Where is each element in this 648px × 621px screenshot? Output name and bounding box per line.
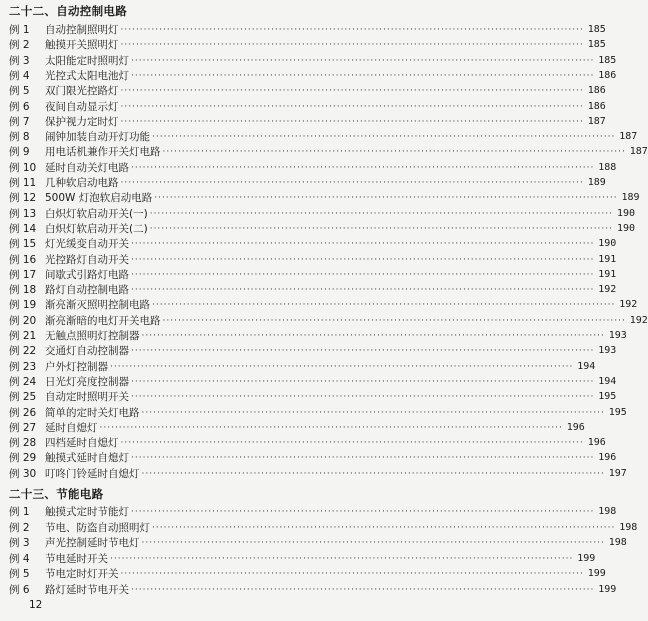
entry-number: 例 5 bbox=[9, 85, 30, 98]
entry-title: 路灯延时节电开关 bbox=[45, 584, 129, 596]
entry-page: 193 bbox=[608, 330, 627, 341]
entry-title: 白炽灯软启动开关(一) bbox=[45, 207, 148, 220]
entry-page: 195 bbox=[598, 391, 617, 403]
entry-number: 例 10 bbox=[9, 161, 37, 174]
entry-number: 例 4 bbox=[9, 552, 30, 565]
entry-title: 双门限光控路灯 bbox=[45, 85, 119, 98]
dot-leader: ························································································································ bbox=[131, 285, 595, 296]
entry-page: 192 bbox=[619, 299, 638, 311]
dot-leader: ························································································································ bbox=[131, 70, 595, 81]
entry-title: 夜间自动显示灯 bbox=[45, 100, 119, 113]
dot-leader: ························································································································ bbox=[120, 569, 584, 580]
entry-page: 190 bbox=[598, 238, 617, 250]
dot-leader: ························································································································ bbox=[162, 147, 626, 158]
entry-number: 例 26 bbox=[9, 406, 37, 419]
dot-leader: ························································································································ bbox=[152, 522, 616, 533]
dot-leader: ························································································································ bbox=[141, 407, 605, 418]
dot-leader: ························································································································ bbox=[120, 116, 584, 127]
entry-title: 声光控制延时节电灯 bbox=[45, 537, 140, 550]
dot-leader: ························································································································ bbox=[131, 55, 595, 66]
entry-title: 几种软启动电路 bbox=[45, 177, 119, 189]
entry-page: 189 bbox=[587, 177, 606, 188]
toc-entry[interactable] bbox=[9, 465, 627, 483]
dot-leader: ························································································································ bbox=[120, 438, 584, 449]
entry-page: 187 bbox=[619, 131, 638, 143]
toc-entry[interactable] bbox=[9, 581, 617, 599]
entry-number: 例 4 bbox=[9, 69, 30, 82]
entry-page: 187 bbox=[629, 146, 648, 158]
dot-leader: ························································································································ bbox=[110, 361, 574, 372]
entry-number: 例 17 bbox=[9, 268, 37, 281]
entry-title: 四档延时自熄灯 bbox=[45, 437, 119, 450]
entry-page: 189 bbox=[621, 192, 640, 204]
dot-leader: ························································································································ bbox=[110, 553, 574, 564]
entry-number: 例 6 bbox=[9, 584, 30, 596]
entry-page: 199 bbox=[577, 552, 596, 564]
section-title: 二十三、节能电路 bbox=[9, 487, 104, 501]
dot-leader: ························································································································ bbox=[154, 193, 618, 204]
entry-number: 例 11 bbox=[9, 177, 37, 189]
entry-number: 例 2 bbox=[9, 521, 30, 534]
entry-number: 例 6 bbox=[9, 100, 30, 113]
entry-title: 无触点照明灯控制器 bbox=[45, 330, 140, 342]
entry-page: 194 bbox=[577, 360, 596, 372]
entry-number: 例 1 bbox=[9, 506, 30, 518]
entry-title: 延时自动关灯电路 bbox=[45, 161, 129, 174]
dot-leader: ························································································································ bbox=[141, 468, 605, 479]
dot-leader: ························································································································ bbox=[120, 25, 584, 35]
entry-number: 例 3 bbox=[9, 54, 30, 67]
entry-number: 例 28 bbox=[9, 437, 37, 450]
entry-page: 187 bbox=[587, 115, 606, 127]
entry-page: 191 bbox=[598, 268, 617, 280]
entry-page: 196 bbox=[587, 437, 606, 449]
dot-leader: ························································································································ bbox=[120, 40, 584, 51]
dot-leader: ························································································································ bbox=[131, 453, 595, 464]
dot-leader: ························································································································ bbox=[131, 162, 595, 173]
entry-page: 193 bbox=[598, 345, 617, 357]
entry-title: 交通灯自动控制器 bbox=[45, 345, 129, 358]
dot-leader: ························································································································ bbox=[99, 422, 563, 433]
entry-title: 灯光缓变自动开关 bbox=[45, 238, 129, 251]
entry-title: 自动定时照明开关 bbox=[45, 391, 129, 404]
entry-number: 例 25 bbox=[9, 391, 37, 404]
entry-number: 例 18 bbox=[9, 284, 37, 297]
entry-page: 199 bbox=[587, 568, 606, 580]
section-title: 二十二、自动控制电路 bbox=[9, 4, 127, 18]
entry-page: 186 bbox=[587, 85, 606, 97]
entry-number: 例 19 bbox=[9, 299, 37, 312]
entry-number: 例 24 bbox=[9, 375, 37, 388]
entry-title: 简单的定时关灯电路 bbox=[45, 406, 140, 419]
entry-title: 路灯自动控制电路 bbox=[45, 284, 129, 297]
dot-leader: ························································································································ bbox=[120, 101, 584, 112]
dot-leader: ························································································································ bbox=[152, 132, 616, 143]
dot-leader: ························································································································ bbox=[149, 208, 614, 219]
entry-page: 192 bbox=[629, 314, 648, 326]
entry-title: 户外灯控制器 bbox=[45, 360, 108, 373]
entry-number: 例 30 bbox=[9, 467, 37, 480]
entry-number: 例 2 bbox=[9, 39, 30, 52]
dot-leader: ························································································································ bbox=[141, 538, 605, 549]
entry-title: 叮咚门铃延时自熄灯 bbox=[45, 467, 140, 480]
dot-leader: ························································································································ bbox=[149, 223, 614, 234]
entry-page: 185 bbox=[587, 24, 606, 35]
entry-page: 198 bbox=[608, 537, 627, 549]
entry-title: 白炽灯软启动开关(二) bbox=[45, 222, 148, 235]
entry-title: 日光灯亮度控制器 bbox=[45, 375, 129, 388]
dot-leader: ························································································································ bbox=[131, 254, 595, 265]
entry-page: 186 bbox=[587, 100, 606, 112]
entry-page: 198 bbox=[598, 506, 617, 517]
entry-page: 188 bbox=[598, 161, 617, 173]
entry-title: 光控式太阳电池灯 bbox=[45, 69, 129, 82]
entry-number: 例 16 bbox=[9, 253, 37, 266]
entry-title: 触摸式定时节能灯 bbox=[45, 506, 129, 518]
entry-number: 例 5 bbox=[9, 568, 30, 581]
entry-number: 例 7 bbox=[9, 115, 30, 128]
dot-leader: ························································································································ bbox=[131, 269, 595, 280]
entry-title: 触摸式延时自熄灯 bbox=[45, 452, 129, 465]
entry-title: 触摸开关照明灯 bbox=[45, 39, 119, 52]
entry-page: 196 bbox=[566, 421, 585, 433]
entry-page: 198 bbox=[619, 521, 638, 533]
entry-title: 闹钟加装自动开灯功能 bbox=[45, 131, 150, 144]
entry-title: 节电延时开关 bbox=[45, 552, 108, 565]
entry-page: 190 bbox=[616, 207, 636, 219]
entry-page: 194 bbox=[598, 375, 617, 387]
dot-leader: ························································································································ bbox=[120, 86, 584, 97]
entry-number: 例 23 bbox=[9, 360, 37, 373]
dot-leader: ························································································································ bbox=[131, 346, 595, 357]
entry-number: 例 8 bbox=[9, 131, 30, 144]
dot-leader: ························································································································ bbox=[131, 585, 595, 595]
entry-number: 例 27 bbox=[9, 421, 37, 434]
entry-number: 例 3 bbox=[9, 537, 30, 550]
entry-number: 例 12 bbox=[9, 192, 37, 205]
entry-number: 例 1 bbox=[9, 24, 30, 36]
entry-page: 192 bbox=[598, 284, 617, 296]
dot-leader: ························································································································ bbox=[131, 392, 595, 403]
entry-title: 500W 灯泡软启动电路 bbox=[45, 192, 153, 205]
page-number: 12 bbox=[29, 599, 43, 611]
entry-number: 例 13 bbox=[9, 207, 37, 220]
dot-leader: ························································································································ bbox=[120, 178, 584, 188]
entry-number: 例 15 bbox=[9, 238, 37, 251]
entry-title: 光控路灯自动开关 bbox=[45, 253, 129, 266]
entry-title: 渐亮渐灭照明控制电路 bbox=[45, 299, 150, 312]
entry-number: 例 9 bbox=[9, 146, 30, 159]
entry-title: 太阳能定时照明灯 bbox=[45, 54, 129, 67]
entry-title: 保护视力定时灯 bbox=[45, 115, 119, 128]
dot-leader: ························································································································ bbox=[131, 376, 595, 387]
entry-page: 199 bbox=[598, 584, 617, 595]
entry-title: 间歇式引路灯电路 bbox=[45, 268, 129, 281]
dot-leader: ························································································································ bbox=[141, 331, 605, 341]
entry-page: 197 bbox=[608, 467, 627, 479]
entry-number: 例 22 bbox=[9, 345, 37, 358]
entry-page: 196 bbox=[598, 452, 617, 464]
entry-number: 例 21 bbox=[9, 330, 37, 342]
entry-title: 渐亮渐暗的电灯开关电路 bbox=[45, 314, 161, 327]
dot-leader: ························································································································ bbox=[152, 300, 616, 311]
entry-number: 例 29 bbox=[9, 452, 37, 465]
entry-page: 185 bbox=[598, 54, 617, 66]
entry-page: 186 bbox=[598, 69, 617, 81]
entry-number: 例 14 bbox=[9, 222, 37, 235]
dot-leader: ························································································································ bbox=[131, 239, 595, 250]
entry-number: 例 20 bbox=[9, 314, 37, 327]
dot-leader: ························································································································ bbox=[131, 507, 595, 517]
entry-title: 节电、防盗自动照明灯 bbox=[45, 521, 150, 534]
entry-title: 用电话机兼作开关灯电路 bbox=[45, 146, 161, 159]
entry-title: 节电定时灯开关 bbox=[45, 568, 119, 581]
entry-title: 延时自熄灯 bbox=[45, 421, 98, 434]
entry-title: 自动控制照明灯 bbox=[45, 24, 119, 36]
dot-leader: ························································································································ bbox=[162, 315, 626, 326]
entry-page: 191 bbox=[598, 253, 617, 265]
entry-page: 190 bbox=[616, 222, 636, 234]
entry-page: 185 bbox=[587, 39, 606, 51]
entry-page: 195 bbox=[608, 406, 627, 418]
